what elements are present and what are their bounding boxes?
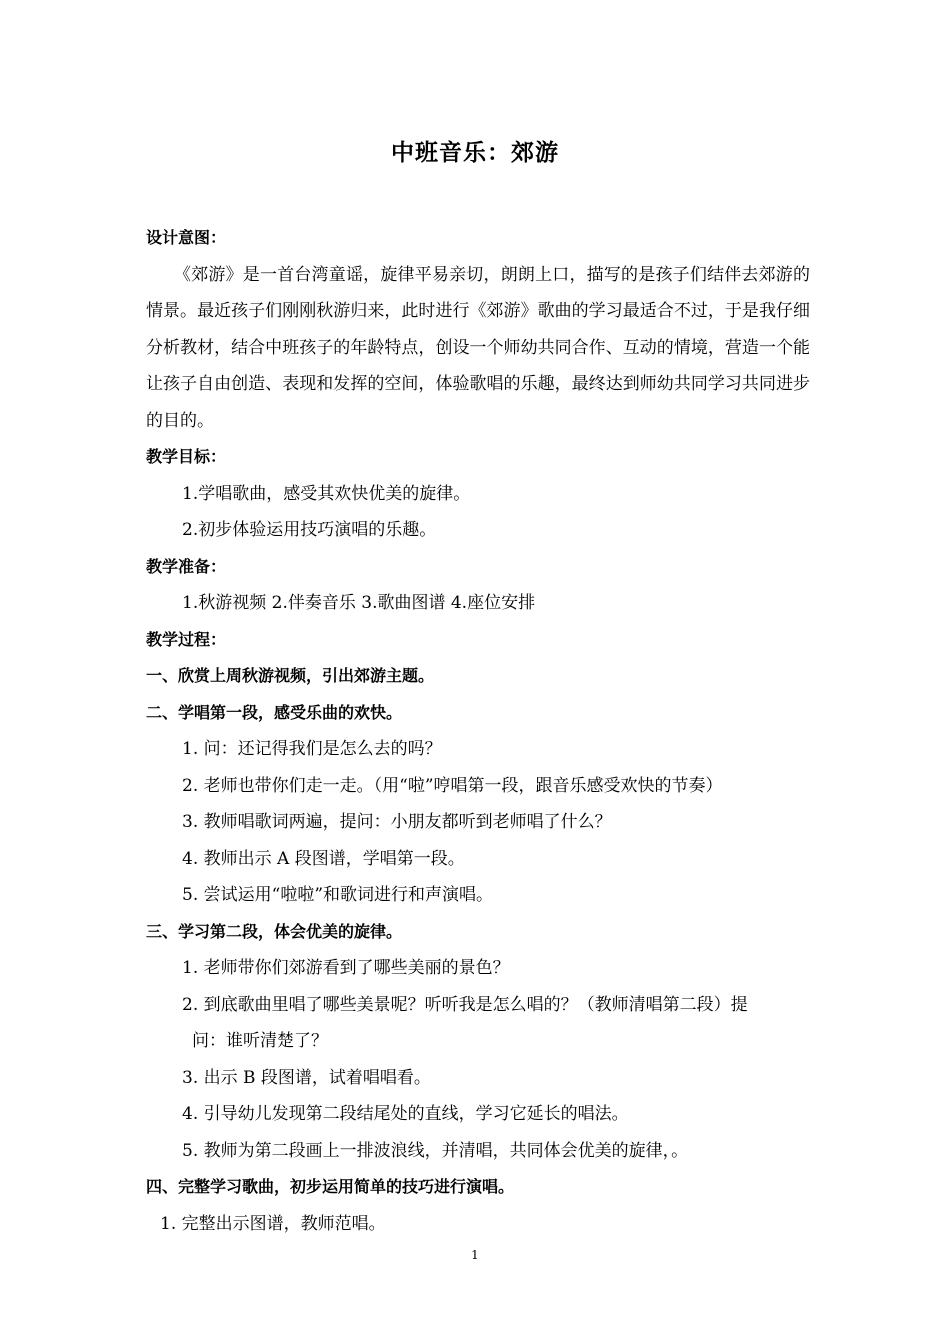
section-1-title: 一、欣赏上周秋游视频，引出郊游主题。 xyxy=(146,666,435,685)
section-3-item-4: 4. 引导幼儿发现第二段结尾处的直线，学习它延长的唱法。 xyxy=(182,1104,629,1124)
section-4-item-1: 1. 完整出示图谱，教师范唱。 xyxy=(160,1213,386,1234)
section-3-item-5: 5. 教师为第二段画上一排波浪线，并清唱，共同体会优美的旋律，。 xyxy=(182,1140,689,1161)
preparation-text: 1.秋游视频 2.伴奏音乐 3.歌曲图谱 4.座位安排 xyxy=(182,593,536,613)
section-3-item-3: 3. 出示 B 段图谱，试着唱唱看。 xyxy=(182,1067,431,1088)
section-2-item-1: 1. 问：还记得我们是怎么去的吗？ xyxy=(182,739,442,759)
section-2-title: 二、学唱第一段，感受乐曲的欢快。 xyxy=(146,702,403,722)
goals-heading: 教学目标： xyxy=(146,447,227,466)
goal-item-2: 2.初步体验运用技巧演唱的乐趣。 xyxy=(182,520,437,540)
section-2-item-3: 3. 教师唱歌词两遍，提问：小朋友都听到老师唱了什么？ xyxy=(182,812,612,832)
document-body xyxy=(146,220,810,1242)
process-heading: 教学过程： xyxy=(146,629,227,649)
section-3-title: 三、学习第二段，体会优美的旋律。 xyxy=(146,921,403,941)
design-intent-heading: 设计意图： xyxy=(146,228,227,247)
page-title: 中班音乐：郊游 xyxy=(391,140,559,166)
section-2-item-5: 5. 尝试运用“啦啦”和歌词进行和声演唱。 xyxy=(182,885,494,905)
section-2-item-4: 4. 教师出示 A 段图谱，学唱第一段。 xyxy=(182,848,465,869)
section-2-item-2: 2. 老师也带你们走一走。（用“啦”哼唱第一段，跟音乐感受欢快的节奏） xyxy=(182,775,723,796)
goal-item-1: 1.学唱歌曲，感受其欢快优美的旋律。 xyxy=(182,483,471,504)
design-intent-paragraph: 《郊游》是一首台湾童谣，旋律平易亲切，朗朗上口，描写的是孩子们结伴去郊游的情景。最近孩子们刚刚秋游归来，此时进行《郊游》歌曲的学习最适合不过，于是我仔细分析教材，结合中班孩子的年龄特点，创设一个师幼共同合作、互动的情境，营造一个能让孩子自由创造、表现和发挥的空间，体验歌唱的乐趣，最终达到师幼共同学习共同进步的目的。 xyxy=(146,264,810,431)
section-4-title: 四、完整学习歌曲，初步运用简单的技巧进行演唱。 xyxy=(146,1177,515,1196)
section-3-item-2-line-2: 问：谁听清楚了？ xyxy=(192,1031,328,1051)
preparation-heading: 教学准备： xyxy=(146,556,227,576)
section-3-item-1: 1. 老师带你们郊游看到了哪些美丽的景色？ xyxy=(182,958,510,978)
page-number: 1 xyxy=(471,1248,479,1262)
section-3-item-2-line-1: 2. 到底歌曲里唱了哪些美景呢？听听我是怎么唱的？（教师清唱第二段）提 xyxy=(182,994,748,1015)
